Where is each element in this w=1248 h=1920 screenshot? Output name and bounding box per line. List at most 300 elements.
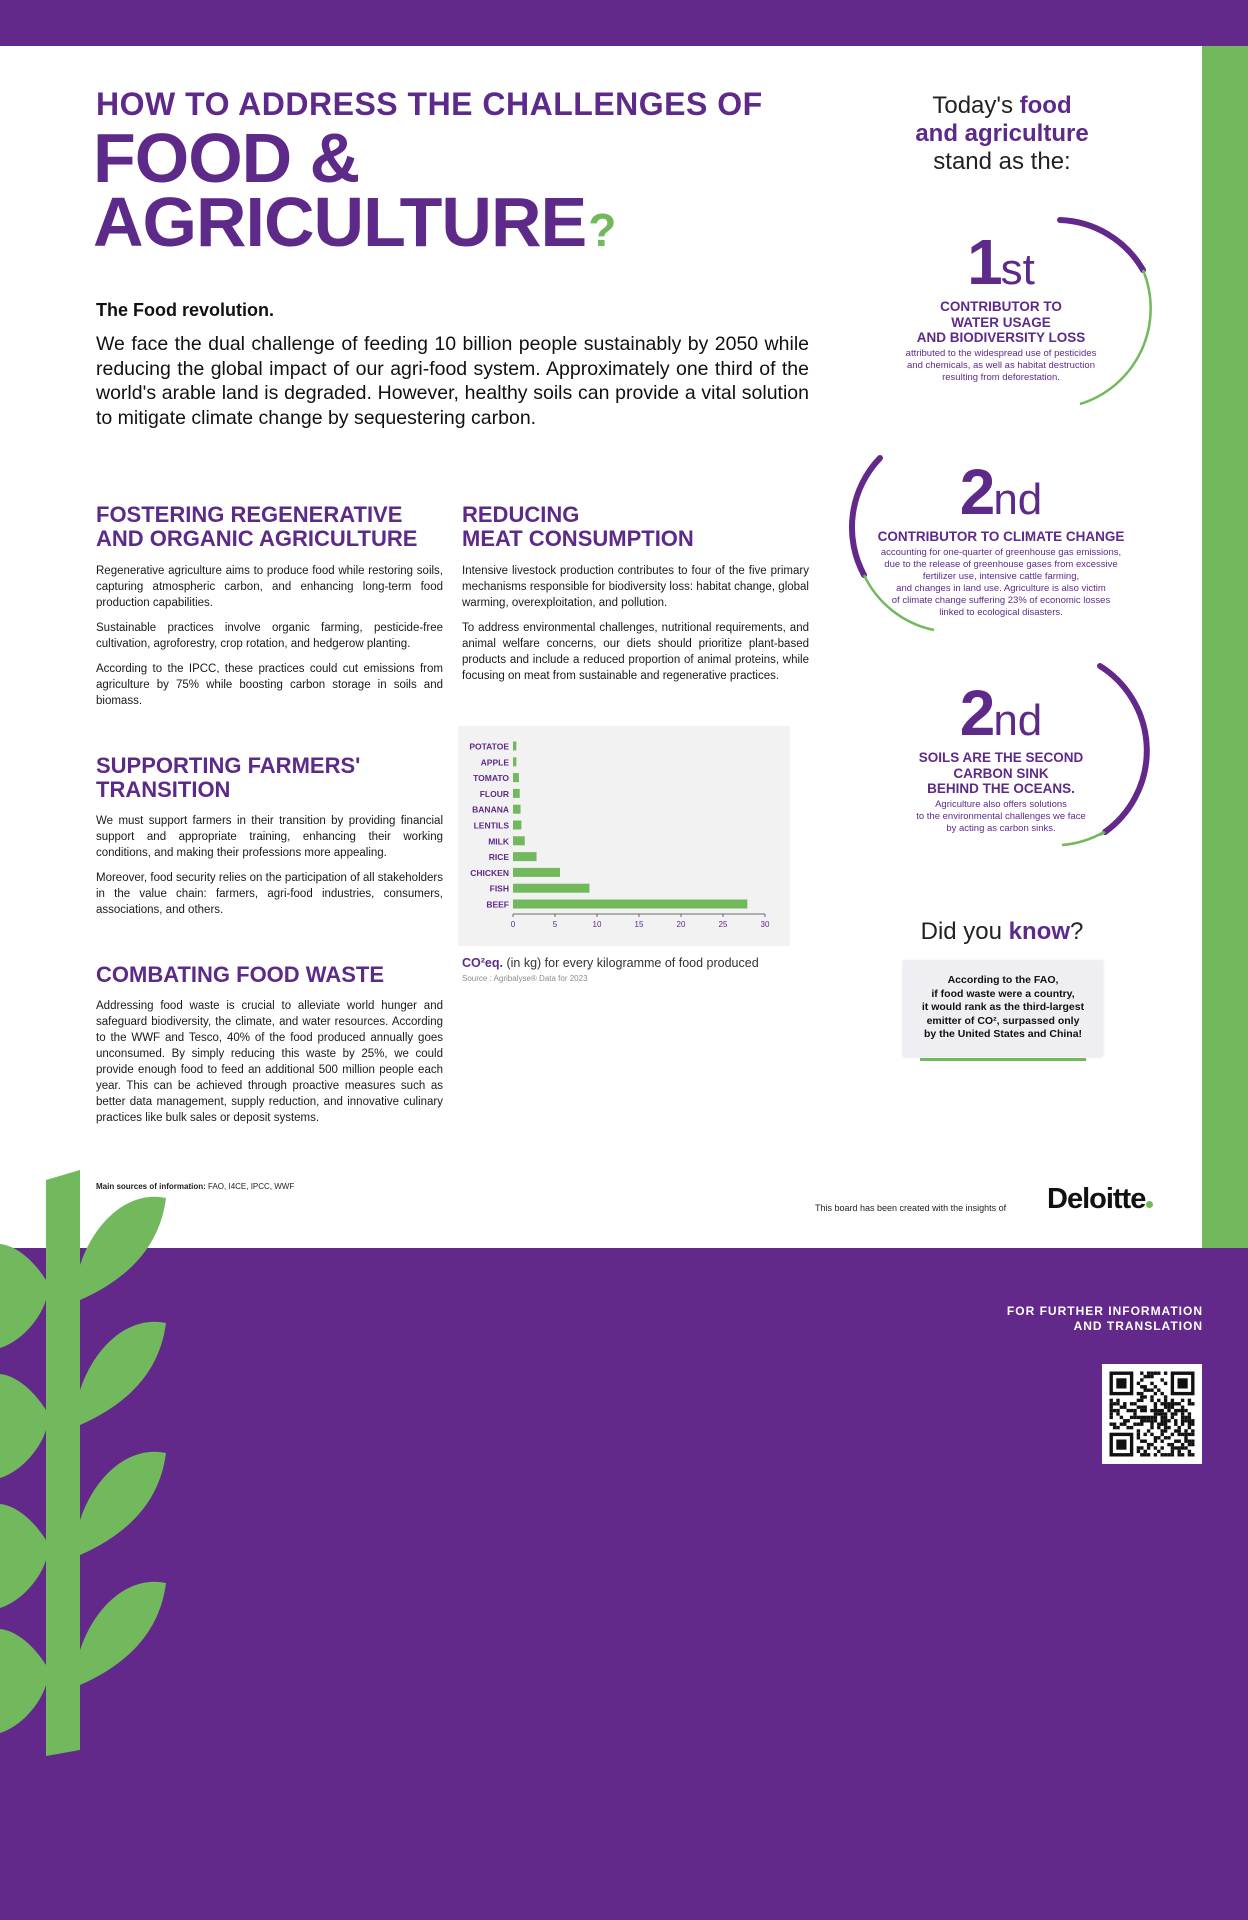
qr-module xyxy=(1123,1423,1126,1426)
stat-title-line: CARBON SINK xyxy=(953,765,1049,781)
qr-module xyxy=(1137,1450,1140,1453)
paragraph: According to the IPCC, these practices could cut emissions from agriculture by 75% while boosting carbon storage in soils and biomass. xyxy=(96,663,443,707)
qr-module xyxy=(1191,1419,1194,1422)
qr-module xyxy=(1164,1429,1167,1432)
qr-module xyxy=(1137,1446,1140,1449)
qr-module xyxy=(1154,1419,1157,1422)
stat-water-biodiversity xyxy=(841,226,1161,384)
stat-description xyxy=(841,348,1161,384)
qr-module xyxy=(1123,1402,1126,1405)
stat-desc-line: due to the release of greenhouse gases from excessive xyxy=(884,558,1118,570)
today-line-3: stand as the: xyxy=(933,148,1071,175)
section-body-waste xyxy=(96,998,443,1135)
chart-bar xyxy=(513,852,537,861)
qr-module xyxy=(1161,1412,1164,1415)
chart-caption-text: (in kg) for every kilogramme of food produced xyxy=(502,956,759,970)
qr-module xyxy=(1157,1450,1160,1453)
qr-module xyxy=(1154,1436,1157,1439)
qr-module xyxy=(1161,1423,1164,1426)
qr-module xyxy=(1188,1416,1191,1419)
qr-module xyxy=(1188,1412,1191,1415)
paragraph: Addressing food waste is crucial to alleviate world hunger and safeguard biodiversity, the climate, and water resources. According to the WWF and Tesco, 40% of the food produced annually goes unconsumed. By simply reducing this waste by 25%, we could provide enough food to feed an additional 500 million people each year. This can be achieved through proactive measures such as better data management, supply reduction, and innovative culinary practices like bulk sales or deposit systems. xyxy=(96,1000,443,1124)
qr-module xyxy=(1113,1426,1116,1429)
qr-module xyxy=(1184,1419,1187,1422)
qr-module xyxy=(1164,1382,1167,1385)
stat-title-line: AND BIODIVERSITY LOSS xyxy=(916,330,1086,345)
qr-module xyxy=(1150,1433,1153,1436)
qr-module xyxy=(1137,1399,1140,1402)
section-body-regenerative xyxy=(96,563,443,718)
stat-desc-line: fertilizer use, intensive cattle farming, xyxy=(922,570,1080,582)
fact-underline xyxy=(920,1058,1086,1061)
stat-desc-line: Agriculture also offers solutions xyxy=(935,798,1067,810)
qr-module xyxy=(1181,1416,1184,1419)
qr-module xyxy=(1171,1399,1174,1402)
stat-title-line: CONTRIBUTOR TO CLIMATE CHANGE xyxy=(877,529,1125,544)
qr-module xyxy=(1157,1399,1160,1402)
qr-module xyxy=(1130,1402,1133,1405)
leaf xyxy=(0,1244,46,1348)
qr-module xyxy=(1181,1443,1184,1446)
qr-module xyxy=(1140,1372,1143,1375)
credit-line: This board has been created with the insights of xyxy=(815,1203,1007,1213)
intro-heading: The Food revolution. xyxy=(96,300,274,320)
qr-module xyxy=(1181,1409,1184,1412)
stat-desc-line: linked to ecological disasters. xyxy=(939,606,1063,618)
brand-dot xyxy=(1146,1201,1153,1208)
qr-module xyxy=(1140,1392,1143,1395)
qr-module xyxy=(1154,1412,1157,1415)
chart-bar xyxy=(513,773,519,782)
stat-desc-line: accounting for one-quarter of greenhouse gas emissions, xyxy=(880,546,1122,558)
today-line-1 xyxy=(880,92,1124,120)
stat-number: 1 xyxy=(967,226,1001,298)
qr-module xyxy=(1110,1399,1113,1402)
leaf xyxy=(0,1504,46,1608)
qr-module xyxy=(1157,1436,1160,1439)
qr-module xyxy=(1161,1453,1164,1456)
qr-module xyxy=(1178,1453,1181,1456)
qr-module xyxy=(1144,1416,1147,1419)
today-text: Today's xyxy=(932,92,1020,119)
qr-code[interactable] xyxy=(1102,1364,1202,1464)
stat-carbon-sink xyxy=(841,677,1161,835)
qr-module xyxy=(1164,1423,1167,1426)
qr-module xyxy=(1188,1440,1191,1443)
qr-module xyxy=(1116,1399,1119,1402)
qr-module xyxy=(1164,1402,1167,1405)
section-body-farmers xyxy=(96,813,443,927)
qr-module xyxy=(1184,1416,1187,1419)
qr-module xyxy=(1144,1385,1147,1388)
qr-module xyxy=(1140,1395,1143,1398)
qr-module xyxy=(1167,1419,1170,1422)
qr-module xyxy=(1140,1399,1143,1402)
chart-category-label: RICE xyxy=(488,852,509,863)
chart-x-tick-label: 20 xyxy=(676,920,686,929)
qr-module xyxy=(1188,1433,1191,1436)
qr-module xyxy=(1127,1426,1130,1429)
qr-module xyxy=(1147,1375,1150,1378)
leaf xyxy=(80,1582,166,1685)
paragraph: We must support farmers in their transition by providing financial support and appropriate training, enhancing their working conditions, and making their professions more appealing. xyxy=(96,815,443,859)
qr-module xyxy=(1140,1409,1143,1412)
qr-module xyxy=(1164,1395,1167,1398)
fact-line: by the United States and China! xyxy=(923,1028,1083,1040)
qr-module xyxy=(1154,1392,1157,1395)
qr-module xyxy=(1184,1436,1187,1439)
qr-module xyxy=(1181,1406,1184,1409)
fact-line: According to the FAO, xyxy=(947,974,1059,986)
qr-module xyxy=(1113,1409,1116,1412)
qr-module xyxy=(1191,1443,1194,1446)
dyk-mark: ? xyxy=(1070,918,1084,945)
qr-module xyxy=(1154,1409,1157,1412)
qr-module xyxy=(1174,1409,1177,1412)
qr-module xyxy=(1188,1402,1191,1405)
qr-module xyxy=(1150,1426,1153,1429)
stat-desc-line: attributed to the widespread use of pesticides xyxy=(905,347,1097,359)
chart-category-label: CHICKEN xyxy=(470,867,509,878)
stat-suffix: nd xyxy=(993,696,1043,745)
qr-module xyxy=(1150,1443,1153,1446)
section-title-line: REDUCING xyxy=(462,502,580,527)
qr-module xyxy=(1178,1450,1181,1453)
title-question-mark: ? xyxy=(588,204,616,256)
qr-module xyxy=(1137,1429,1140,1432)
qr-module xyxy=(1154,1406,1157,1409)
qr-module xyxy=(1133,1416,1136,1419)
qr-module xyxy=(1110,1406,1113,1409)
qr-module xyxy=(1174,1412,1177,1415)
qr-module xyxy=(1181,1419,1184,1422)
qr-module xyxy=(1167,1426,1170,1429)
qr-module xyxy=(1130,1409,1133,1412)
title-line-1: FOOD & xyxy=(93,119,360,197)
qr-module xyxy=(1150,1409,1153,1412)
plant-stem xyxy=(46,1170,80,1756)
qr-module xyxy=(1147,1372,1150,1375)
qr-module xyxy=(1161,1440,1164,1443)
section-body-meat xyxy=(462,563,809,693)
qr-module xyxy=(1147,1443,1150,1446)
chart-category-label: MILK xyxy=(488,836,509,847)
stat-title-line: CONTRIBUTOR TO xyxy=(940,299,1062,314)
qr-module xyxy=(1157,1372,1160,1375)
stat-number: 2 xyxy=(959,677,994,749)
qr-module xyxy=(1167,1443,1170,1446)
stat-desc-line: of climate change suffering 23% of economic losses xyxy=(891,594,1111,606)
qr-module xyxy=(1123,1406,1126,1409)
qr-module xyxy=(1144,1450,1147,1453)
qr-code-pattern xyxy=(1102,1364,1202,1464)
poster-title xyxy=(93,119,616,261)
stat-suffix: st xyxy=(1000,245,1035,294)
qr-module xyxy=(1164,1412,1167,1415)
chart-caption-unit: CO²eq. xyxy=(462,956,503,970)
qr-module xyxy=(1147,1453,1150,1456)
qr-module xyxy=(1161,1392,1164,1395)
qr-module xyxy=(1120,1406,1123,1409)
sources-label: Main sources of information: xyxy=(96,1182,206,1191)
chart-bar xyxy=(513,900,747,909)
qr-module xyxy=(1140,1446,1143,1449)
qr-module xyxy=(1161,1446,1164,1449)
qr-module xyxy=(1154,1402,1157,1405)
qr-module xyxy=(1110,1412,1113,1415)
chart-category-label: APPLE xyxy=(480,757,509,768)
leaf xyxy=(80,1197,166,1300)
today-bold-food: food xyxy=(1019,92,1072,119)
qr-module xyxy=(1127,1409,1130,1412)
stat-rank xyxy=(841,677,1161,749)
qr-module xyxy=(1133,1409,1136,1412)
qr-module xyxy=(1174,1429,1177,1432)
qr-module xyxy=(1147,1446,1150,1449)
chart-category-label: TOMATO xyxy=(473,773,509,784)
stat-description xyxy=(841,547,1161,619)
qr-module xyxy=(1184,1446,1187,1449)
chart-bar xyxy=(513,821,521,830)
stat-desc-line: resulting from deforestation. xyxy=(942,371,1060,383)
qr-module xyxy=(1154,1416,1157,1419)
qr-module xyxy=(1178,1440,1181,1443)
section-title-meat xyxy=(462,503,694,551)
qr-module xyxy=(1188,1423,1191,1426)
qr-module xyxy=(1150,1395,1153,1398)
co2-chart-panel xyxy=(458,726,790,946)
section-title-regenerative xyxy=(96,503,417,551)
qr-module xyxy=(1116,1426,1119,1429)
qr-module xyxy=(1150,1399,1153,1402)
chart-category-label: BANANA xyxy=(472,804,509,815)
qr-module xyxy=(1110,1416,1113,1419)
qr-module xyxy=(1150,1372,1153,1375)
chart-x-tick-label: 5 xyxy=(552,920,558,929)
qr-module xyxy=(1150,1389,1153,1392)
qr-module xyxy=(1110,1402,1113,1405)
qr-module xyxy=(1178,1446,1181,1449)
stat-title-line: WATER USAGE xyxy=(951,314,1051,330)
dyk-bold: know xyxy=(1008,918,1071,945)
qr-module xyxy=(1157,1409,1160,1412)
qr-module xyxy=(1171,1402,1174,1405)
qr-module xyxy=(1171,1443,1174,1446)
qr-module xyxy=(1171,1453,1174,1456)
qr-module xyxy=(1147,1416,1150,1419)
qr-module xyxy=(1147,1419,1150,1422)
qr-module xyxy=(1164,1406,1167,1409)
fact-line: emitter of CO², surpassed only xyxy=(926,1014,1080,1027)
chart-category-label: BEEF xyxy=(486,899,509,910)
section-title-line: AND ORGANIC AGRICULTURE xyxy=(96,526,418,551)
qr-module xyxy=(1130,1416,1133,1419)
qr-module xyxy=(1154,1453,1157,1456)
section-title-waste xyxy=(96,963,384,987)
qr-module xyxy=(1140,1385,1143,1388)
qr-module xyxy=(1137,1433,1140,1436)
further-info-line: AND TRANSLATION xyxy=(1073,1318,1203,1333)
qr-module xyxy=(1147,1389,1150,1392)
qr-module xyxy=(1157,1426,1160,1429)
qr-module xyxy=(1157,1423,1160,1426)
chart-bar xyxy=(513,742,516,751)
qr-module xyxy=(1174,1419,1177,1422)
qr-module xyxy=(1164,1453,1167,1456)
today-line-2 xyxy=(880,120,1124,148)
qr-module xyxy=(1167,1436,1170,1439)
qr-module xyxy=(1181,1412,1184,1415)
qr-module xyxy=(1140,1406,1143,1409)
qr-module xyxy=(1178,1378,1188,1388)
qr-module xyxy=(1184,1440,1187,1443)
qr-module xyxy=(1127,1419,1130,1422)
qr-module xyxy=(1161,1429,1164,1432)
stat-desc-line: to the environmental challenges we face xyxy=(916,810,1086,822)
qr-module xyxy=(1191,1429,1194,1432)
qr-module xyxy=(1144,1409,1147,1412)
qr-module xyxy=(1150,1416,1153,1419)
chart-bar xyxy=(513,757,516,766)
qr-module xyxy=(1144,1419,1147,1422)
leaf xyxy=(0,1629,46,1733)
chart-bar xyxy=(513,884,589,893)
section-title-farmers xyxy=(96,754,360,802)
qr-module xyxy=(1140,1423,1143,1426)
qr-module xyxy=(1184,1409,1187,1412)
qr-module xyxy=(1171,1416,1174,1419)
stat-rank xyxy=(841,456,1161,528)
qr-module xyxy=(1181,1433,1184,1436)
qr-module xyxy=(1116,1412,1119,1415)
qr-module xyxy=(1167,1453,1170,1456)
qr-module xyxy=(1157,1389,1160,1392)
chart-x-tick-label: 25 xyxy=(718,920,728,929)
chart-bar xyxy=(513,805,521,814)
sources-list: FAO, I4CE, IPCC, WWF xyxy=(205,1182,295,1191)
qr-module xyxy=(1144,1389,1147,1392)
fact-line: it would rank as the third-largest xyxy=(921,1001,1085,1013)
chart-bar xyxy=(513,836,525,845)
qr-module xyxy=(1188,1419,1191,1422)
chart-x-tick-label: 15 xyxy=(634,920,644,929)
chart-caption xyxy=(462,956,759,970)
qr-module xyxy=(1133,1402,1136,1405)
qr-module xyxy=(1137,1382,1140,1385)
fact-card xyxy=(903,960,1103,1056)
qr-module xyxy=(1123,1419,1126,1422)
qr-module xyxy=(1137,1423,1140,1426)
qr-module xyxy=(1164,1416,1167,1419)
qr-module xyxy=(1144,1433,1147,1436)
qr-module xyxy=(1147,1429,1150,1432)
leaf-plant-illustration xyxy=(0,1160,180,1760)
brand-name: Deloitte xyxy=(1047,1183,1146,1215)
qr-module xyxy=(1191,1433,1194,1436)
stat-title-line: SOILS ARE THE SECOND xyxy=(918,750,1084,765)
qr-module xyxy=(1116,1440,1126,1450)
qr-module xyxy=(1174,1446,1177,1449)
qr-module xyxy=(1174,1402,1177,1405)
qr-module xyxy=(1150,1419,1153,1422)
title-word-agriculture: AGRICULTURE xyxy=(93,183,587,261)
stat-description xyxy=(841,799,1161,835)
qr-module xyxy=(1164,1436,1167,1439)
green-side-strip xyxy=(1202,46,1248,1248)
qr-module xyxy=(1113,1402,1116,1405)
qr-module xyxy=(1164,1399,1167,1402)
dyk-text: Did you xyxy=(920,918,1009,945)
today-bold-agriculture: and agriculture xyxy=(915,120,1089,147)
qr-module xyxy=(1184,1433,1187,1436)
qr-module xyxy=(1140,1419,1143,1422)
qr-module xyxy=(1181,1423,1184,1426)
qr-module xyxy=(1188,1443,1191,1446)
stat-title xyxy=(841,299,1161,346)
chart-source: Source : Agribalyse® Data for 2023 xyxy=(462,974,588,983)
chart-category-label: FISH xyxy=(489,883,509,894)
qr-module xyxy=(1174,1440,1177,1443)
qr-module xyxy=(1178,1402,1181,1405)
qr-module xyxy=(1181,1453,1184,1456)
qr-module xyxy=(1133,1423,1136,1426)
stat-climate-change xyxy=(841,456,1161,619)
paragraph: To address environmental challenges, nutritional requirements, and animal welfare concerns, our diets should prioritize plant-based products and include a reduced proportion of animal proteins, while focusing on meat from sustainable and regenerative practices. xyxy=(462,622,809,682)
leaf xyxy=(80,1452,166,1555)
qr-module xyxy=(1178,1429,1181,1432)
qr-module xyxy=(1161,1419,1164,1422)
qr-module xyxy=(1144,1440,1147,1443)
qr-module xyxy=(1171,1450,1174,1453)
section-title-line: COMBATING FOOD WASTE xyxy=(96,962,385,987)
chart-x-tick-label: 0 xyxy=(510,920,516,929)
qr-module xyxy=(1188,1399,1191,1402)
qr-module xyxy=(1116,1378,1126,1388)
qr-module xyxy=(1164,1372,1167,1375)
chart-x-tick-label: 10 xyxy=(592,920,602,929)
qr-module xyxy=(1120,1416,1123,1419)
qr-module xyxy=(1144,1406,1147,1409)
qr-module xyxy=(1167,1409,1170,1412)
qr-module xyxy=(1137,1436,1140,1439)
qr-module xyxy=(1188,1426,1191,1429)
section-title-line: SUPPORTING FARMERS' xyxy=(96,753,361,778)
qr-module xyxy=(1154,1385,1157,1388)
qr-module xyxy=(1150,1375,1153,1378)
leaf xyxy=(80,1322,166,1425)
qr-module xyxy=(1164,1419,1167,1422)
qr-module xyxy=(1171,1412,1174,1415)
qr-module xyxy=(1144,1453,1147,1456)
chart-category-label: FLOUR xyxy=(479,788,509,799)
qr-module xyxy=(1181,1399,1184,1402)
qr-module xyxy=(1133,1412,1136,1415)
further-info-line: FOR FURTHER INFORMATION xyxy=(1006,1304,1203,1318)
stat-rank xyxy=(841,226,1161,298)
qr-module xyxy=(1167,1402,1170,1405)
qr-module xyxy=(1120,1423,1123,1426)
intro-body: We face the dual challenge of feeding 10 billion people sustainably by 2050 while reducing the global impact of our agri-food system. Approximately one third of the world's arable land is degraded. However, healthy soils can provide a vital solution to mitigate climate change by sequestering carbon. xyxy=(96,333,809,429)
qr-module xyxy=(1130,1426,1133,1429)
qr-module xyxy=(1113,1423,1116,1426)
qr-module xyxy=(1110,1423,1113,1426)
qr-module xyxy=(1154,1440,1157,1443)
qr-module xyxy=(1161,1378,1164,1381)
chart-x-tick-label: 30 xyxy=(760,920,770,929)
qr-module xyxy=(1116,1402,1119,1405)
chart-bar xyxy=(513,868,560,877)
qr-module xyxy=(1178,1409,1181,1412)
